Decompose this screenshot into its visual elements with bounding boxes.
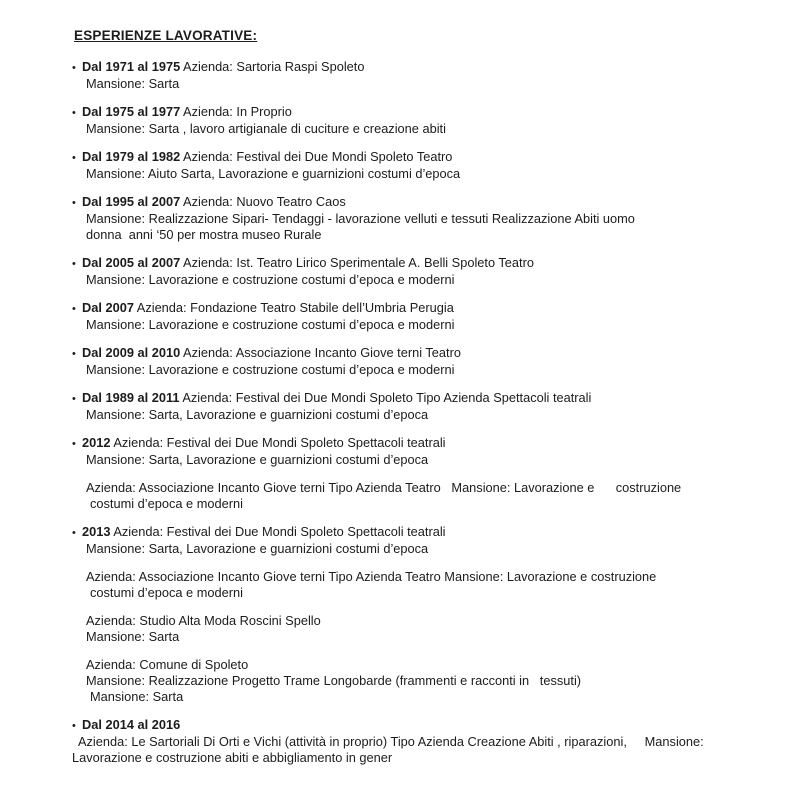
entry-period-text: Dal 2007 bbox=[82, 300, 134, 315]
entry-line bbox=[72, 613, 786, 629]
entry-text: Mansione: Aiuto Sarta, Lavorazione e guarnizioni costumi d’epoca bbox=[86, 166, 461, 181]
entry-line bbox=[72, 657, 786, 673]
entry-text: Mansione: Sarta, Lavorazione e guarnizioni costumi d’epoca bbox=[86, 452, 429, 467]
bullet-icon: • bbox=[72, 720, 76, 732]
entry-line bbox=[72, 585, 786, 601]
entry-text: Mansione: Lavorazione e costruzione costumi d’epoca e moderni bbox=[86, 272, 455, 287]
entry-line bbox=[72, 121, 786, 137]
bullet-icon: • bbox=[72, 393, 76, 405]
entry-period-text: Dal 1979 al 1982 bbox=[82, 149, 181, 164]
entry-line bbox=[72, 59, 786, 76]
entry-period-text: Dal 1989 al 2011 bbox=[82, 390, 180, 405]
entry-text: Azienda: Festival dei Due Mondi Spoleto Teatro bbox=[180, 149, 453, 164]
entry-line bbox=[72, 272, 786, 288]
entry-line bbox=[72, 104, 786, 121]
experience-entry bbox=[72, 480, 786, 512]
entry-line bbox=[72, 496, 786, 512]
entry-period-text: 2012 bbox=[82, 435, 111, 450]
entry-line bbox=[72, 407, 786, 423]
entry-line bbox=[72, 524, 786, 541]
entry-text: Azienda: Sartoria Raspi Spoleto bbox=[180, 59, 365, 74]
entry-text: Azienda: Associazione Incanto Giove terni Teatro bbox=[180, 345, 461, 360]
experience-entry bbox=[72, 345, 786, 378]
bullet-icon: • bbox=[72, 527, 76, 539]
entry-text: Azienda: Nuovo Teatro Caos bbox=[180, 194, 346, 209]
entry-line bbox=[72, 629, 786, 645]
entry-period-text: Dal 1975 al 1977 bbox=[82, 104, 181, 119]
bullet-icon: • bbox=[72, 438, 76, 450]
entry-period-text: Dal 1995 al 2007 bbox=[82, 194, 181, 209]
entry-text: Mansione: Sarta bbox=[86, 629, 180, 644]
experience-entry bbox=[72, 104, 786, 137]
entry-text: Azienda: Festival dei Due Mondi Spoleto Tipo Azienda Spettacoli teatrali bbox=[179, 390, 592, 405]
experience-entry bbox=[72, 657, 786, 705]
entry-line bbox=[72, 345, 786, 362]
experience-entry bbox=[72, 59, 786, 92]
bullet-icon: • bbox=[72, 348, 76, 360]
entry-line bbox=[72, 541, 786, 557]
entry-text: Azienda: Le Sartoriali Di Orti e Vichi (attività in proprio) Tipo Azienda Creazione Abiti , riparazioni, Mansione: bbox=[78, 734, 704, 749]
entry-line bbox=[72, 76, 786, 92]
entry-period-text: Dal 2005 al 2007 bbox=[82, 255, 181, 270]
entry-period-text: Dal 1971 al 1975 bbox=[82, 59, 181, 74]
entry-line bbox=[72, 300, 786, 317]
entry-line bbox=[72, 673, 786, 689]
entry-line bbox=[72, 480, 786, 496]
entry-text: Mansione: Realizzazione Sipari- Tendaggi - lavorazione velluti e tessuti Realizzazione Abiti uomo bbox=[86, 211, 635, 226]
experience-entry bbox=[72, 300, 786, 333]
entry-line bbox=[72, 452, 786, 468]
entry-text: costumi d’epoca e moderni bbox=[90, 585, 243, 600]
entry-line bbox=[72, 166, 786, 182]
entry-line bbox=[72, 435, 786, 452]
experience-entry bbox=[72, 717, 786, 766]
bullet-icon: • bbox=[72, 107, 76, 119]
bullet-icon: • bbox=[72, 258, 76, 270]
entry-line bbox=[72, 211, 786, 227]
entry-period-text: 2013 bbox=[82, 524, 111, 539]
entry-text: Azienda: Comune di Spoleto bbox=[86, 657, 249, 672]
entry-text: Azienda: Festival dei Due Mondi Spoleto Spettacoli teatrali bbox=[110, 524, 446, 539]
experience-list bbox=[72, 59, 786, 766]
experience-entry bbox=[72, 435, 786, 468]
entry-line bbox=[72, 734, 786, 750]
entry-line bbox=[72, 717, 786, 734]
experience-entry bbox=[72, 524, 786, 557]
entry-text: Azienda: Ist. Teatro Lirico Sperimentale A. Belli Spoleto Teatro bbox=[180, 255, 534, 270]
entry-line bbox=[72, 317, 786, 333]
entry-text: Azienda: Associazione Incanto Giove terni Tipo Azienda Teatro Mansione: Lavorazione e costruzione bbox=[86, 480, 682, 495]
bullet-icon: • bbox=[72, 303, 76, 315]
entry-text: Lavorazione e costruzione abiti e abbigliamento in gener bbox=[72, 750, 393, 765]
page-title: ESPERIENZE LAVORATIVE: bbox=[74, 28, 258, 43]
entry-line bbox=[72, 194, 786, 211]
entry-text: donna anni ‘50 per mostra museo Rurale bbox=[86, 227, 322, 242]
entry-text: Azienda: Studio Alta Moda Roscini Spello bbox=[86, 613, 321, 628]
entry-line bbox=[72, 255, 786, 272]
entry-line bbox=[72, 569, 786, 585]
entry-line bbox=[72, 362, 786, 378]
experience-entry bbox=[72, 149, 786, 182]
entry-text: Mansione: Realizzazione Progetto Trame Longobarde (frammenti e racconti in tessuti) bbox=[86, 673, 582, 688]
entry-line bbox=[72, 750, 786, 766]
entry-text: Mansione: Sarta bbox=[90, 689, 184, 704]
entry-line bbox=[72, 689, 786, 705]
experience-entry bbox=[72, 255, 786, 288]
bullet-icon: • bbox=[72, 62, 76, 74]
entry-period-text: Dal 2014 al 2016 bbox=[82, 717, 181, 732]
entry-period-text: Dal 2009 al 2010 bbox=[82, 345, 181, 360]
experience-entry bbox=[72, 569, 786, 601]
entry-line bbox=[72, 149, 786, 166]
entry-text: Azienda: In Proprio bbox=[180, 104, 292, 119]
bullet-icon: • bbox=[72, 197, 76, 209]
entry-text: Mansione: Lavorazione e costruzione costumi d’epoca e moderni bbox=[86, 362, 455, 377]
entry-text: Mansione: Lavorazione e costruzione costumi d’epoca e moderni bbox=[86, 317, 455, 332]
experience-entry bbox=[72, 613, 786, 645]
experience-entry bbox=[72, 390, 786, 423]
experience-entry bbox=[72, 194, 786, 243]
entry-text: Mansione: Sarta, Lavorazione e guarnizioni costumi d’epoca bbox=[86, 541, 429, 556]
entry-line bbox=[72, 227, 786, 243]
bullet-icon: • bbox=[72, 152, 76, 164]
entry-line bbox=[72, 390, 786, 407]
entry-text: Azienda: Associazione Incanto Giove terni Tipo Azienda Teatro Mansione: Lavorazione e costruzione bbox=[86, 569, 657, 584]
entry-text: Mansione: Sarta bbox=[86, 76, 180, 91]
entry-text: Mansione: Sarta , lavoro artigianale di cuciture e creazione abiti bbox=[86, 121, 446, 136]
entry-text: Azienda: Fondazione Teatro Stabile dell’Umbria Perugia bbox=[133, 300, 454, 315]
entry-text: costumi d’epoca e moderni bbox=[90, 496, 243, 511]
entry-text: Azienda: Festival dei Due Mondi Spoleto Spettacoli teatrali bbox=[110, 435, 446, 450]
entry-text: Mansione: Sarta, Lavorazione e guarnizioni costumi d’epoca bbox=[86, 407, 429, 422]
